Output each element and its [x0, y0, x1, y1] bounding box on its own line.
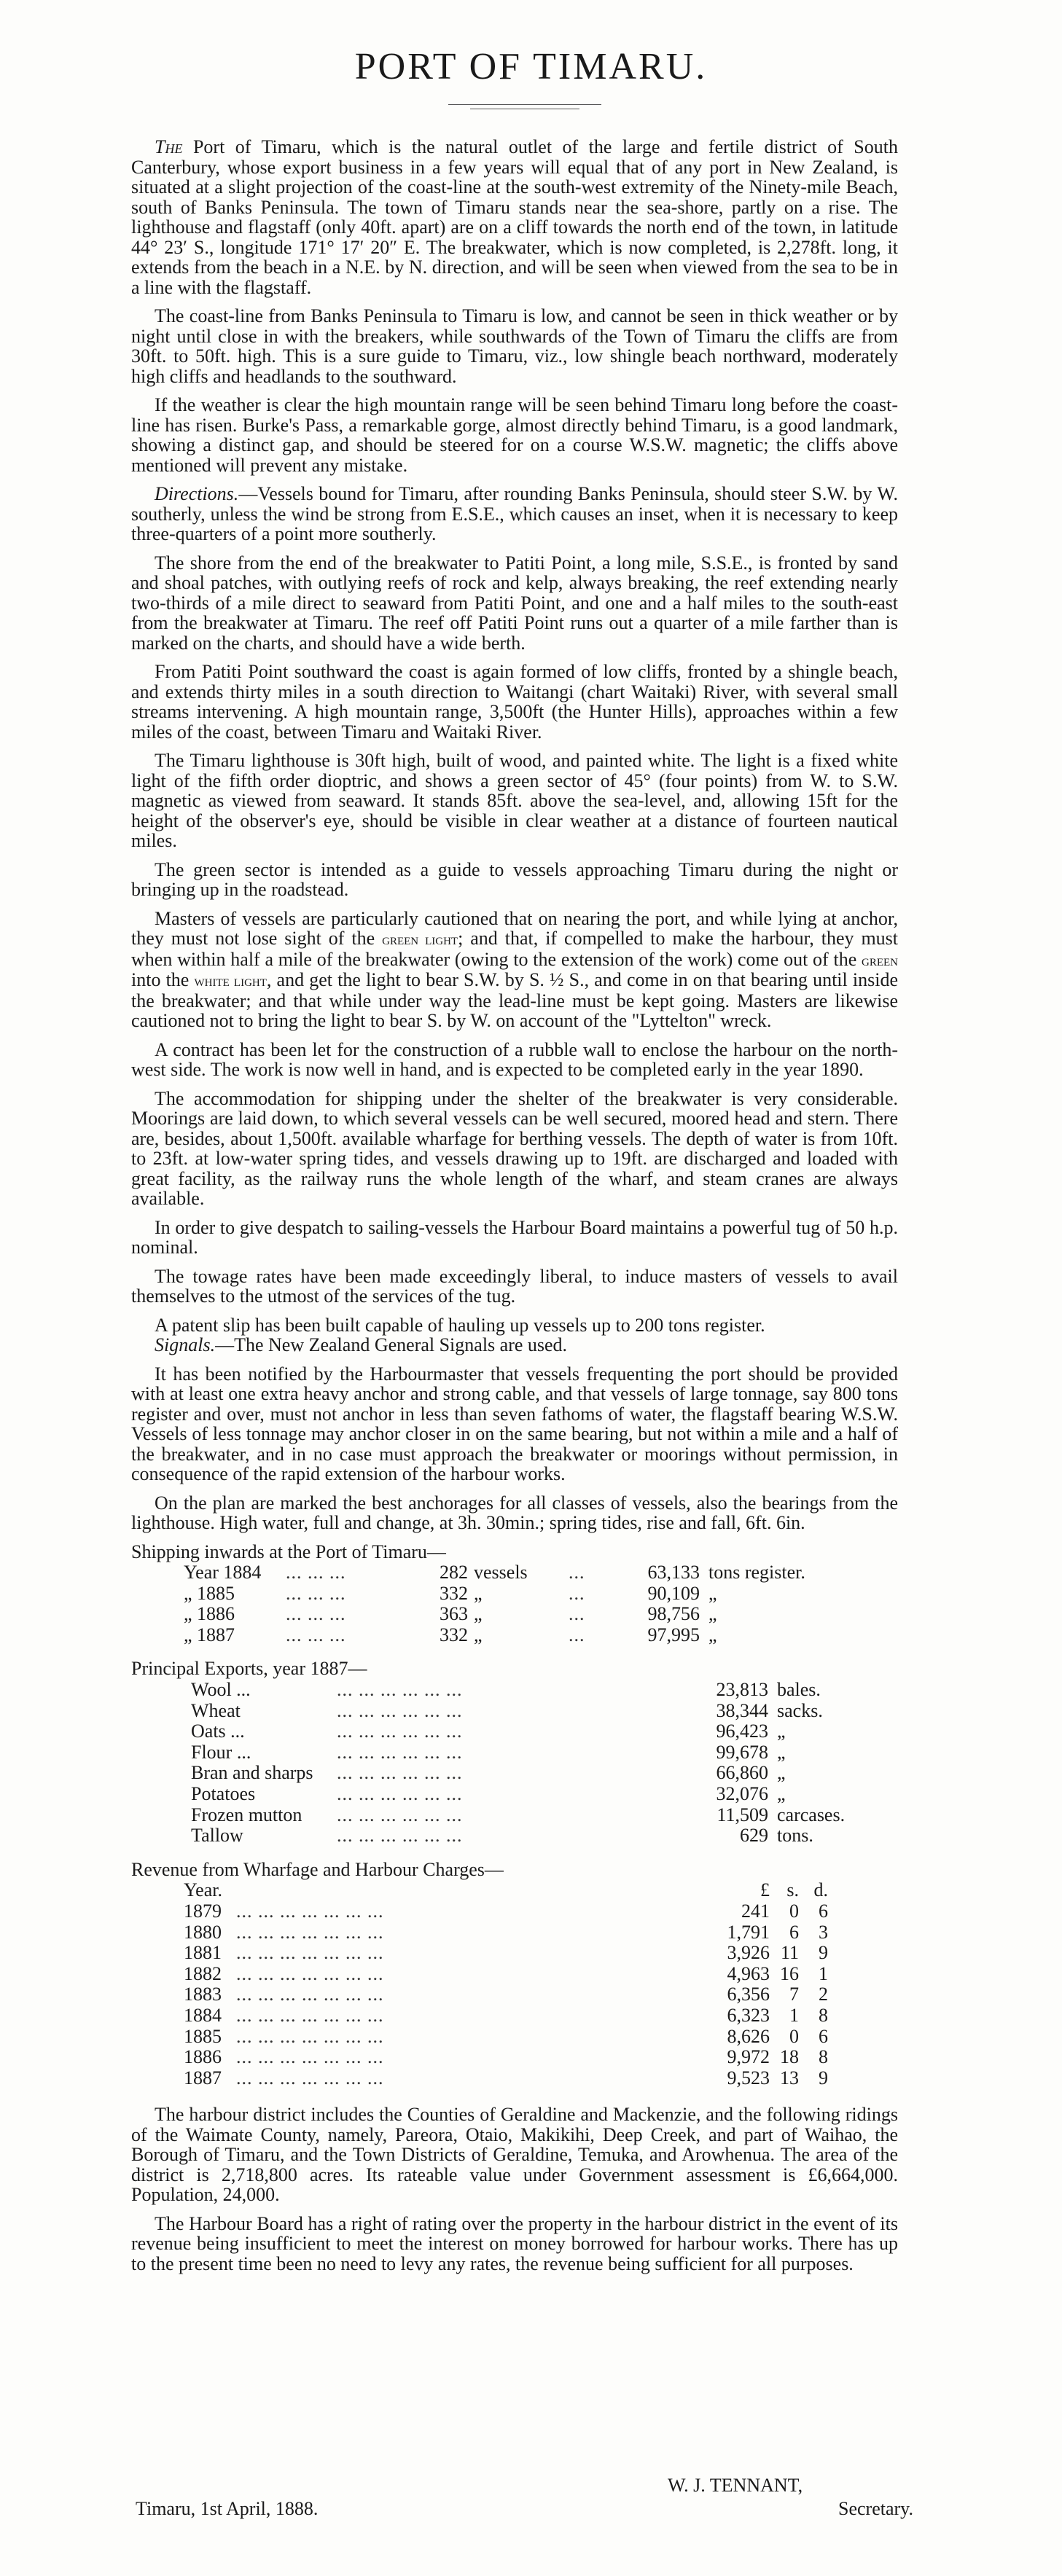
revenue-shillings: 11	[780, 1942, 799, 1964]
revenue-year: 1881	[184, 1942, 222, 1964]
leader-dots: ... ... ...	[286, 1562, 346, 1583]
leader-dots: ... ... ... ... ... ... ...	[236, 1962, 384, 1984]
export-value: 96,423	[716, 1720, 768, 1742]
paragraph-lighthouse: The Timaru lighthouse is 30ft high, built of wood, and painted white. The light is a fixed white light of the fifth order dioptric, and shows a green sector of 45° (four points) from W. to S.W. magnetic as viewed from seaward. It stands 85ft. above the sea-level, and, allowing 15ft for the height of the observer's eye, should be visible in clear weather at a distance of fourteen nautical miles.	[131, 750, 898, 851]
revenue-shillings: 18	[780, 2046, 799, 2068]
revenue-year: 1882	[184, 1962, 222, 1984]
revenue-shillings: 7	[789, 1984, 799, 2005]
revenue-pence: 1	[819, 1962, 828, 1984]
leader-dots: ... ... ...	[286, 1603, 346, 1625]
revenue-year: 1883	[184, 1984, 222, 2005]
shipping-unit: vessels	[474, 1562, 528, 1583]
export-row	[191, 1763, 845, 1784]
export-item: Potatoes	[191, 1783, 256, 1805]
revenue-col-shillings: s.	[786, 1879, 799, 1901]
paragraph-shore: The shore from the end of the breakwater to Patiti Point, a long mile, S.S.E., is fronted by sand and shoal patches, with outlying reefs of rock and kelp, always breaking, the reef extending nearly two-thirds of a mile direct to seaward from Patiti Point, and one and a half miles to the south-east from the breakwater at Timaru. The reef off Patiti Point runs out a quarter of a mile farther than is marked on the charts, and should have a wide berth.	[131, 552, 898, 654]
intro-paragraph	[131, 137, 898, 297]
export-item: Tallow	[191, 1825, 243, 1847]
revenue-header-row	[184, 1880, 828, 1901]
export-item: Wool ...	[191, 1679, 251, 1701]
revenue-shillings: 13	[780, 2067, 799, 2088]
export-value: 99,678	[716, 1741, 768, 1763]
signals-text: —The New Zealand General Signals are used.	[215, 1334, 568, 1355]
dateline: Timaru, 1st April, 1888.	[136, 2498, 319, 2519]
export-item: Oats ...	[191, 1720, 245, 1742]
export-row	[191, 1825, 845, 1847]
revenue-shillings: 1	[789, 2004, 799, 2026]
signatory-title: Secretary.	[838, 2498, 913, 2519]
revenue-col-year: Year.	[184, 1879, 222, 1901]
leader-dots: ... ... ... ... ... ...	[337, 1720, 463, 1742]
revenue-shillings: 0	[789, 1900, 799, 1922]
shipping-vessel-count: 332	[440, 1624, 468, 1645]
revenue-pence: 3	[819, 1921, 828, 1943]
paragraph-patent-slip: A patent slip has been built capable of hauling up vessels up to 200 tons register.	[155, 1314, 765, 1336]
shipping-unit: „	[474, 1603, 483, 1625]
revenue-pence: 8	[819, 2046, 828, 2068]
revenue-year: 1884	[184, 2004, 222, 2026]
document-body	[131, 137, 898, 2282]
revenue-pence: 6	[819, 2025, 828, 2047]
exports-heading: Principal Exports, year 1887—	[131, 1658, 367, 1680]
revenue-year: 1887	[184, 2067, 222, 2088]
export-value: 629	[740, 1825, 768, 1847]
masters-text-1: Masters of vessels are particularly cautioned that on nearing the port, and while lying at anchor, they must not lose sight of the	[131, 907, 898, 949]
shipping-tons-label: tons register.	[708, 1562, 805, 1583]
leader-dots: ... ... ...	[286, 1582, 346, 1604]
paragraph-patiti: From Patiti Point southward the coast is again formed of low cliffs, fronted by a shingle beach, and extends thirty miles in a south direction to Waitangi (chart Waitaki) River, with several small streams intervening. A high mountain range, 3,500ft (the Hunter Hills), approaches within a few miles of the coast, between Timaru and Waitaki River.	[131, 661, 898, 743]
shipping-row	[184, 1583, 805, 1605]
export-value: 66,860	[716, 1762, 768, 1784]
statistics-section	[131, 1542, 898, 2089]
revenue-pence: 8	[819, 2004, 828, 2026]
revenue-row	[184, 1964, 828, 1985]
revenue-row	[184, 2005, 828, 2027]
signatory-name: W. J. TENNANT,	[668, 2475, 803, 2496]
revenue-shillings: 0	[789, 2025, 799, 2047]
revenue-pounds: 1,791	[727, 1921, 770, 1943]
leader-dots: ... ... ... ... ... ... ...	[236, 1921, 384, 1943]
intro-lead: The	[155, 136, 183, 157]
export-row	[191, 1680, 845, 1701]
shipping-tons: 97,995	[647, 1624, 700, 1645]
masters-text-3: into the	[131, 969, 195, 990]
shipping-vessel-count: 363	[440, 1603, 468, 1625]
revenue-year: 1879	[184, 1900, 222, 1922]
revenue-pounds: 3,926	[727, 1942, 770, 1964]
masters-text-2: ; and that, if compelled to make the harbour, they must when within half a mile of the breakwater (owing to the extension of the work) come out of the	[131, 928, 899, 970]
directions-label: Directions.	[155, 483, 239, 504]
paragraph-anchoring: It has been notified by the Harbourmaster that vessels frequenting the port should be provided with at least one extra heavy anchor and strong cable, and that vessels of large tonnage, say 800 tons register and over, must not anchor in less than seven fathoms of water, the flagstaff bearing W.S.W. Vessels of less tonnage may anchor closer in on the same bearing, but not within a mile and a half of the breakwater, and in no case must approach the breakwater or moorings without permission, in consequence of the rapid extension of the harbour works.	[131, 1363, 898, 1484]
export-value: 38,344	[716, 1699, 768, 1721]
revenue-row	[184, 2068, 828, 2089]
shipping-heading: Shipping inwards at the Port of Timaru—	[131, 1540, 446, 1562]
paragraph-district: The harbour district includes the Counties of Geraldine and Mackenzie, and the following ridings of the Waimate County, namely, Pareora, Otaio, Makikihi, Deep Creek, and part of Waihao, the Borough of Timaru, and the Town Districts of Geraldine, Temuka, and Arowhenua. The area of the district is 2,718,800 acres. Its rateable value under Government assessment is £6,664,000. Population, 24,000.	[131, 2104, 898, 2206]
revenue-heading: Revenue from Wharfage and Harbour Charges—	[131, 1858, 504, 1880]
export-unit: „	[777, 1741, 786, 1763]
revenue-year: 1880	[184, 1921, 222, 1943]
export-unit: tons.	[777, 1825, 813, 1847]
leader-dots: ... ... ... ... ... ... ...	[236, 2046, 384, 2068]
export-row	[191, 1805, 845, 1826]
shipping-year: Year 1884	[184, 1562, 262, 1583]
revenue-pounds: 6,323	[727, 2004, 770, 2026]
export-item: Wheat	[191, 1699, 241, 1721]
shipping-tons: 98,756	[647, 1603, 700, 1625]
export-row	[191, 1784, 845, 1805]
revenue-row	[184, 1984, 828, 2005]
revenue-year: 1885	[184, 2025, 222, 2047]
leader-dots: ... ... ... ... ... ...	[337, 1762, 463, 1784]
masters-text-4: , and get the light to bear S.W. by S. ½ S., and come in on that bearing until inside the breakwater; and that while under way the lead-line must be kept going. Masters are likewise cautioned not to bring the light to bear S. by W. on account of the "Lyttelton" wreck.	[131, 969, 898, 1031]
shipping-year: „ 1887	[184, 1624, 235, 1645]
green-term: green	[862, 950, 898, 969]
shipping-tons-label: „	[708, 1582, 717, 1604]
revenue-pounds: 9,972	[727, 2046, 770, 2068]
shipping-tons: 90,109	[647, 1582, 700, 1604]
leader-dots: ... ... ... ... ... ...	[337, 1741, 463, 1763]
leader-dots: ... ... ... ... ... ... ...	[236, 1942, 384, 1964]
shipping-row	[184, 1562, 805, 1583]
intro-text: Port of Timaru, which is the natural outlet of the large and fertile district of South Canterbury, whose export business in a few years will equal that of any port in New Zealand, is situated at a slight projection of the coast-line at the south-west extremity of the Ninety-mile Beach, south of Banks Peninsula. The town of Timaru stands near the sea-shore, partly on a rise. The lighthouse and flagstaff (only 40ft. apart) are on a cliff towards the north end of the town, in latitude 44° 23′ S., longitude 171° 17′ 20″ E. The breakwater, which is now completed, is 2,278ft. long, it extends from the beach in a N.E. by N. direction, and will be seen when viewed from the sea to be in a line with the flagstaff.	[131, 136, 898, 298]
leader-dots: ... ... ... ... ... ... ...	[236, 1984, 384, 2005]
shipping-unit: „	[474, 1582, 483, 1604]
shipping-tons-label: „	[708, 1603, 717, 1625]
title-rule	[408, 104, 641, 113]
revenue-pence: 2	[819, 1984, 828, 2005]
exports-table	[191, 1680, 845, 1847]
export-unit: „	[777, 1783, 786, 1805]
revenue-pounds: 4,963	[727, 1962, 770, 1984]
paragraph-green-sector: The green sector is intended as a guide to vessels approaching Timaru during the night or bringing up in the roadstead.	[131, 858, 898, 900]
export-row	[191, 1742, 845, 1763]
export-unit: bales.	[777, 1679, 821, 1701]
revenue-col-pence: d.	[813, 1879, 828, 1901]
revenue-pounds: 241	[741, 1900, 770, 1922]
export-item: Flour ...	[191, 1741, 251, 1763]
revenue-shillings: 16	[780, 1962, 799, 1984]
shipping-row	[184, 1604, 805, 1625]
leader-dots: ... ... ... ... ... ... ...	[236, 1900, 384, 1922]
green-light-term: green light	[382, 930, 458, 948]
revenue-col-pounds: £	[760, 1879, 770, 1901]
shipping-year: „ 1886	[184, 1603, 235, 1625]
leader-dots: ... ... ... ... ... ...	[337, 1825, 463, 1847]
export-value: 32,076	[716, 1783, 768, 1805]
export-unit: carcases.	[777, 1804, 846, 1825]
revenue-pounds: 6,356	[727, 1984, 770, 2005]
shipping-year: „ 1885	[184, 1582, 235, 1604]
export-unit: sacks.	[777, 1699, 823, 1721]
leader-dots: ...	[569, 1603, 585, 1625]
leader-dots: ... ... ... ... ... ...	[337, 1783, 463, 1805]
revenue-pounds: 9,523	[727, 2067, 770, 2088]
leader-dots: ... ... ...	[286, 1624, 346, 1645]
leader-dots: ... ... ... ... ... ...	[337, 1804, 463, 1825]
revenue-row	[184, 1943, 828, 1964]
leader-dots: ...	[569, 1582, 585, 1604]
leader-dots: ... ... ... ... ... ...	[337, 1679, 463, 1701]
paragraph-tug: In order to give despatch to sailing-vessels the Harbour Board maintains a powerful tug of 50 h.p. nominal.	[131, 1216, 898, 1258]
shipping-row	[184, 1625, 805, 1646]
leader-dots: ... ... ... ... ... ... ...	[236, 2004, 384, 2026]
revenue-pence: 9	[819, 2067, 828, 2088]
revenue-row	[184, 2027, 828, 2048]
export-unit: „	[777, 1720, 786, 1742]
revenue-row	[184, 1901, 828, 1922]
revenue-pence: 6	[819, 1900, 828, 1922]
white-light-term: white light	[194, 971, 267, 990]
export-unit: „	[777, 1762, 786, 1784]
paragraph-signals	[131, 1335, 898, 1355]
revenue-pence: 9	[819, 1942, 828, 1964]
revenue-pounds: 8,626	[727, 2025, 770, 2047]
paragraph-accommodation: The accommodation for shipping under the shelter of the breakwater is very considerable. Moorings are laid down, to which several vessels can be well secured, moored head and stern. There are, besides, about 1,500ft. available wharfage for berthing vessels. The depth of water is from 10ft. to 23ft. at low-water spring tides, and vessels drawing up to 19ft. are discharged and loaded with great facility, as the railway runs the whole length of the wharf, and steam cranes are always available.	[131, 1087, 898, 1209]
paragraph-anchorages: On the plan are marked the best anchorages for all classes of vessels, also the bearings from the lighthouse. High water, full and change, at 3h. 30min.; spring tides, rise and fall, 6ft. 6in.	[131, 1492, 898, 1533]
leader-dots: ...	[569, 1562, 585, 1583]
paragraph-mountains: If the weather is clear the high mountain range will be seen behind Timaru long before the coast-line has risen. Burke's Pass, a remarkable gorge, almost directly behind Timaru, is a good landmark, showing a distinct gap, and should be steered for on a course W.S.W. magnetic; the cliffs above mentioned will prevent any mistake.	[131, 394, 898, 476]
signals-label: Signals.	[155, 1334, 216, 1355]
revenue-row	[184, 1922, 828, 1943]
revenue-row	[184, 2047, 828, 2068]
leader-dots: ... ... ... ... ... ...	[337, 1699, 463, 1721]
leader-dots: ...	[569, 1624, 585, 1645]
export-value: 11,509	[717, 1804, 768, 1825]
revenue-year: 1886	[184, 2046, 222, 2068]
export-value: 23,813	[716, 1679, 768, 1701]
paragraph-contract: A contract has been let for the construction of a rubble wall to enclose the harbour on the north-west side. The work is now well in hand, and is expected to be completed early in the year 1890.	[131, 1038, 898, 1080]
revenue-shillings: 6	[789, 1921, 799, 1943]
shipping-vessel-count: 282	[440, 1562, 468, 1583]
paragraph-coastline: The coast-line from Banks Peninsula to Timaru is low, and cannot be seen in thick weather or by night until close in with the breakers, while southwards of the Town of Timaru the cliffs are from 30ft. to 50ft. high. This is a sure guide to Timaru, viz., low shingle beach northward, moderately high cliffs and headlands to the southward.	[131, 305, 898, 387]
page-title: PORT OF TIMARU.	[354, 46, 708, 87]
directions-text: —Vessels bound for Timaru, after rounding Banks Peninsula, should steer S.W. by W. southerly, unless the wind be strong from E.S.E., which causes an inset, when it is necessary to keep three-quarters of a point more southerly.	[131, 483, 898, 544]
paragraph-towage: The towage rates have been made exceedingly liberal, to induce masters of vessels to avail themselves to the utmost of the services of the tug.	[131, 1265, 898, 1307]
revenue-table	[184, 1880, 828, 2088]
shipping-unit: „	[474, 1624, 483, 1645]
export-item: Frozen mutton	[191, 1804, 302, 1825]
export-item: Bran and sharps	[191, 1762, 313, 1784]
export-row	[191, 1701, 845, 1722]
leader-dots: ... ... ... ... ... ... ...	[236, 2067, 384, 2088]
leader-dots: ... ... ... ... ... ... ...	[236, 2025, 384, 2047]
paragraph-rating: The Harbour Board has a right of rating over the property in the harbour district in the event of its revenue being insufficient to meet the interest on money borrowed for harbour works. There has up to the present time been no need to levy any rates, the revenue being sufficient for all purposes.	[131, 2212, 898, 2274]
shipping-tons-label: „	[708, 1624, 717, 1645]
shipping-tons: 63,133	[647, 1562, 700, 1583]
paragraph-directions	[131, 484, 898, 544]
paragraph-masters	[131, 909, 898, 1031]
shipping-vessel-count: 332	[440, 1582, 468, 1604]
export-row	[191, 1721, 845, 1742]
shipping-table	[184, 1562, 805, 1645]
